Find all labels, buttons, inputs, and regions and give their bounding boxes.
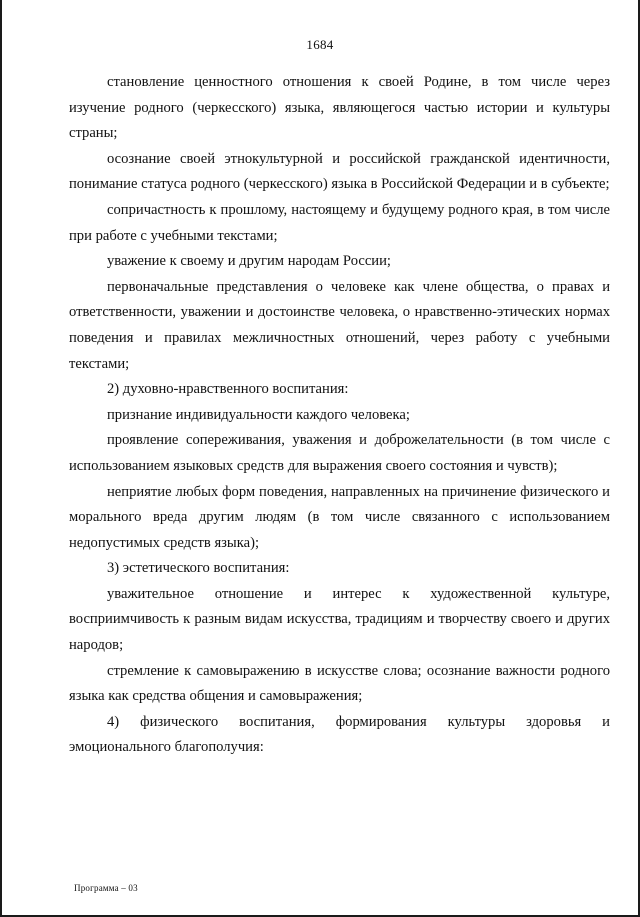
page-number: 1684 — [306, 37, 334, 52]
paragraph: уважение к своему и другим народам России; — [107, 253, 391, 270]
paragraph: становление ценностного отношения к своей Родине, в том числе через изучение родного (черкесского) языка, являющегося частью истории и культуры страны; — [69, 74, 610, 142]
paragraph: признание индивидуальности каждого человека; — [107, 406, 410, 423]
section-heading: 2) духовно-нравственного воспитания: — [107, 381, 349, 398]
paragraph: стремление к самовыражению в искусстве слова; осознание важности родного языка как средства общения и самовыражения; — [69, 662, 610, 705]
document-body — [69, 70, 610, 761]
paragraph: осознание своей этнокультурной и российской гражданской идентичности, понимание статуса родного (черкесского) языка в Российской Федерации и в субъекте; — [69, 150, 610, 193]
paragraph: проявление сопереживания, уважения и доброжелательности (в том числе с использованием языковых средств для выражения своего состояния и чувств); — [69, 432, 610, 474]
paragraph: первоначальные представления о человеке как члене общества, о правах и ответственности, уважении и достоинстве человека, о нравственно-этических нормах поведения и правилах межличностных отношений, через работу с учебными текстами; — [69, 278, 610, 372]
paragraph: уважительное отношение и интерес к художественной культуре, восприимчивость к разным видам искусства, традициям и творчеству своего и других народов; — [69, 585, 610, 654]
footer-label: Программа – 03 — [74, 883, 138, 893]
paragraph: неприятие любых форм поведения, направленных на причинение физического и морального вреда другим людям (в том числе связанного с использованием недопустимых средств языка); — [69, 483, 610, 551]
section-heading: 3) эстетического воспитания: — [107, 560, 290, 577]
section-heading: 4) физического воспитания, формирования культуры здоровья и эмоционального благополучия: — [69, 713, 610, 756]
paragraph: сопричастность к прошлому, настоящему и будущему родного края, в том числе при работе с учебными текстами; — [69, 201, 610, 244]
